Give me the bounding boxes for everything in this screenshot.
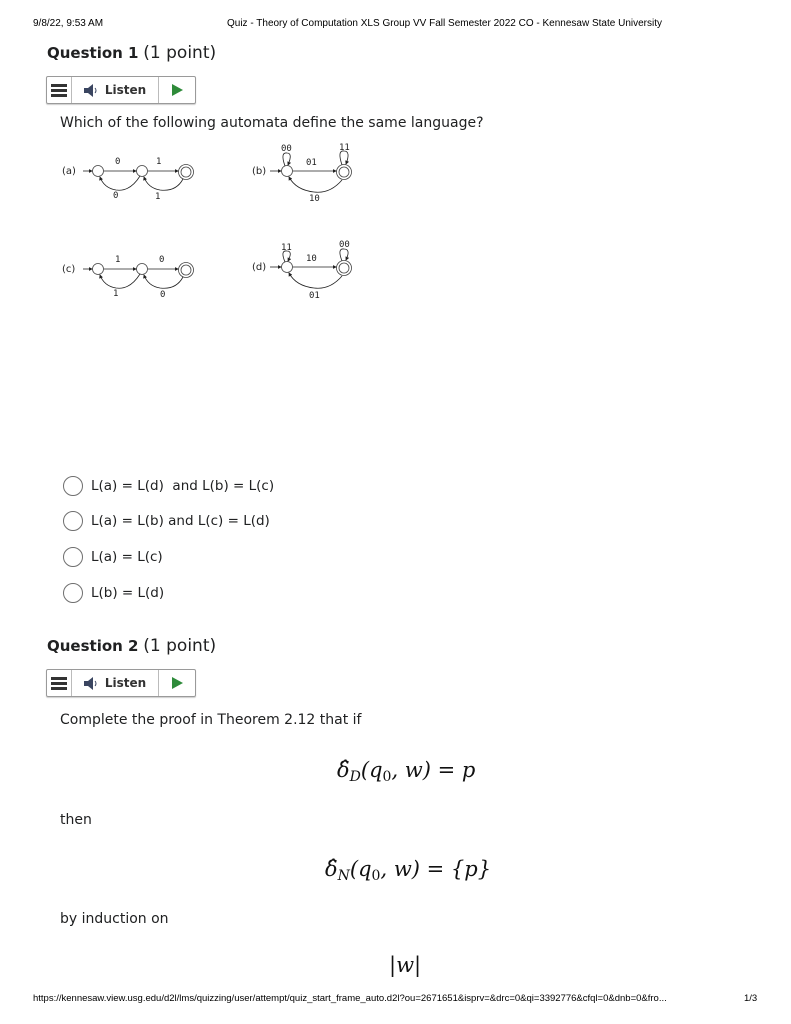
question-number: Question 1 [47,44,139,62]
math-delta: δ̂ [337,758,350,782]
diagram-label: (b) [252,166,267,177]
state [93,166,104,177]
play-button[interactable] [159,670,195,696]
answer-option-4[interactable] [63,583,164,603]
math-args: (q [360,758,383,782]
play-button[interactable] [159,77,195,103]
automaton-a [58,150,208,210]
math-sub: N [337,868,350,884]
menu-icon [51,84,67,97]
math-sub: D [349,769,361,785]
menu-button[interactable] [47,670,72,696]
edge-label: 1 [115,255,121,265]
diagram-label: (a) [62,166,76,177]
automaton-c [58,248,208,308]
radio-button[interactable] [63,511,83,531]
option-label: L(a) = L(d) and L(b) = L(c) [91,478,275,494]
answer-option-3[interactable] [63,547,163,567]
listen-button[interactable] [72,77,159,103]
math-equation-3: |w| [389,953,422,977]
listen-label: Listen [104,676,147,690]
edge-label: 0 [113,191,119,201]
math-rest: , w) = {p} [380,857,492,881]
question-1-title [47,43,216,63]
by-induction-text: by induction on [60,911,169,927]
diagram-label: (d) [252,262,267,273]
edge-label: 00 [339,240,350,250]
question-2-prompt: Complete the proof in Theorem 2.12 that if [60,712,362,728]
print-page-number: 1/3 [744,993,758,1004]
listen-toolbar-1 [46,76,196,104]
question-points: (1 point) [143,636,217,656]
math-sub: 0 [382,769,392,785]
play-icon [172,677,183,689]
math-delta: δ̂ [325,857,338,881]
option-label: L(a) = L(c) [91,549,163,565]
question-1-prompt: Which of the following automata define the same language? [60,115,484,131]
answer-option-2[interactable] [63,511,270,531]
edge-label: 10 [309,194,320,204]
state [93,264,104,275]
edge-label: 10 [306,254,317,264]
answer-option-1[interactable] [63,476,274,496]
listen-toolbar-2 [46,669,196,697]
automaton-d [250,236,370,301]
speaker-icon [84,84,99,97]
edge-label: 11 [339,143,350,153]
speaker-icon [84,677,99,690]
question-points: (1 point) [143,43,217,63]
play-icon [172,84,183,96]
menu-button[interactable] [47,77,72,103]
edge-label: 1 [156,157,162,167]
print-url: https://kennesaw.view.usg.edu/d2l/lms/quizzing/user/attempt/quiz_start_frame_auto.d2l?ou=2671651&isprv=&drc=0&qi=3392776&cfql=0&dnb=0&fro... [33,993,667,1004]
state [282,166,293,177]
question-2-title [47,636,216,656]
option-label: L(b) = L(d) [91,585,165,601]
edge-label: 0 [160,290,166,300]
print-datetime: 9/8/22, 9:53 AM [33,18,104,29]
edge-label: 00 [281,144,292,154]
question-number: Question 2 [47,637,139,655]
radio-button[interactable] [63,583,83,603]
radio-button[interactable] [63,547,83,567]
edge-label: 11 [281,243,292,253]
then-text: then [60,812,92,828]
radio-button[interactable] [63,476,83,496]
math-args: (q [349,857,372,881]
math-rest: , w) = p [391,758,476,782]
listen-label: Listen [104,83,147,97]
listen-button[interactable] [72,670,159,696]
menu-icon [51,677,67,690]
edge-label: 01 [306,158,317,168]
state [137,166,148,177]
math-sub: 0 [371,868,381,884]
edge-label: 0 [115,157,121,167]
state [282,262,293,273]
state [137,264,148,275]
option-label: L(a) = L(b) and L(c) = L(d) [91,513,270,529]
edge-label: 0 [159,255,165,265]
math-equation-1 [337,758,475,785]
diagram-label: (c) [62,264,76,275]
print-title: Quiz - Theory of Computation XLS Group VV Fall Semester 2022 CO - Kennesaw State University [227,18,663,29]
edge-label: 01 [309,291,320,301]
automaton-b [250,140,370,205]
math-equation-2 [325,857,491,884]
edge-label: 1 [155,192,161,202]
edge-label: 1 [113,289,119,299]
